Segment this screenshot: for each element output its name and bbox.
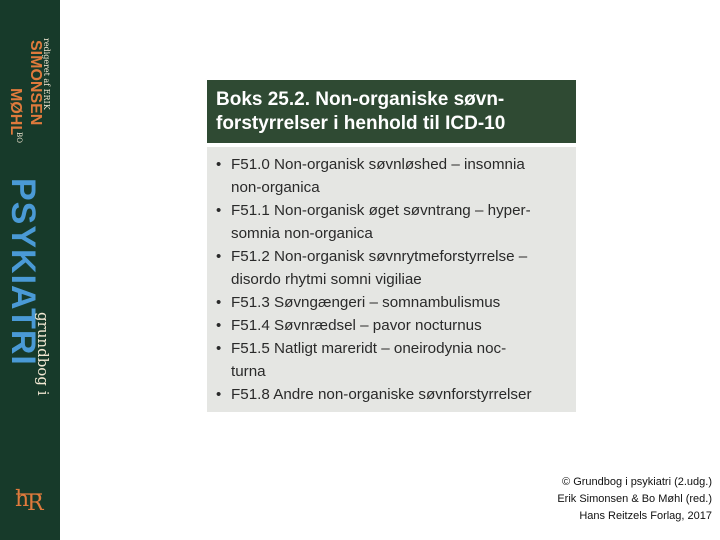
box-header-line-2: forstyrrelser i henhold til ICD-10	[216, 113, 506, 134]
list-item	[213, 245, 568, 291]
diagnosis-list	[213, 153, 568, 406]
book-spine	[0, 0, 60, 540]
list-item	[213, 153, 568, 199]
list-item-line: F51.5 Natligt mareridt – oneirodynia noc-	[231, 340, 507, 357]
list-item-line: non-organica	[231, 179, 320, 196]
list-item	[213, 314, 568, 337]
bullet-icon: •	[216, 386, 222, 403]
bullet-icon: •	[216, 248, 222, 265]
list-item-line: F51.0 Non-organisk søvnløshed – insomnia	[231, 156, 525, 173]
credit-line-2: Erik Simonsen & Bo Møhl (red.)	[557, 493, 712, 505]
credit-line-1: © Grundbog i psykiatri (2.udg.)	[562, 476, 712, 488]
spine-subtitle: grundbog i	[34, 312, 52, 396]
bullet-icon: •	[216, 294, 222, 311]
box-header	[207, 80, 576, 143]
spine-editor-tag: redigeret af ERIK	[42, 38, 51, 110]
spine-title: PSYKIATRI	[4, 178, 42, 366]
list-item-line: F51.3 Søvngængeri – somnambulismus	[231, 294, 501, 311]
list-item-line: disordo rhytmi somni vigiliae	[231, 271, 422, 288]
spine-author-first: SIMONSEN	[27, 40, 44, 126]
list-item	[213, 337, 568, 383]
list-item-line: F51.4 Søvnrædsel – pavor nocturnus	[231, 317, 482, 334]
svg-text:h: h	[15, 487, 30, 512]
list-item-line: somnia non-organica	[231, 225, 373, 242]
bullet-icon: •	[216, 340, 222, 357]
list-item-line: F51.1 Non-organisk øget søvntrang – hyper-	[231, 202, 531, 219]
box-header-line-1: Boks 25.2. Non-organiske søvn-	[216, 89, 505, 110]
list-item	[213, 199, 568, 245]
bullet-icon: •	[216, 317, 222, 334]
list-item-line: turna	[231, 363, 266, 380]
list-item-line: F51.8 Andre non-organiske søvnforstyrrelser	[231, 386, 532, 403]
list-item-line: F51.2 Non-organisk søvnrytmeforstyrrelse –	[231, 248, 528, 265]
spine-author-second: MØHL	[7, 88, 24, 136]
publisher-logo-icon	[12, 480, 46, 514]
svg-text:R: R	[27, 491, 44, 514]
box-body	[207, 147, 576, 412]
list-item	[213, 383, 568, 406]
copyright-credit	[557, 474, 712, 525]
list-item	[213, 291, 568, 314]
credit-line-3: Hans Reitzels Forlag, 2017	[579, 510, 712, 522]
bullet-icon: •	[216, 156, 222, 173]
bullet-icon: •	[216, 202, 222, 219]
spine-author-second-first-name: BO	[15, 132, 23, 144]
